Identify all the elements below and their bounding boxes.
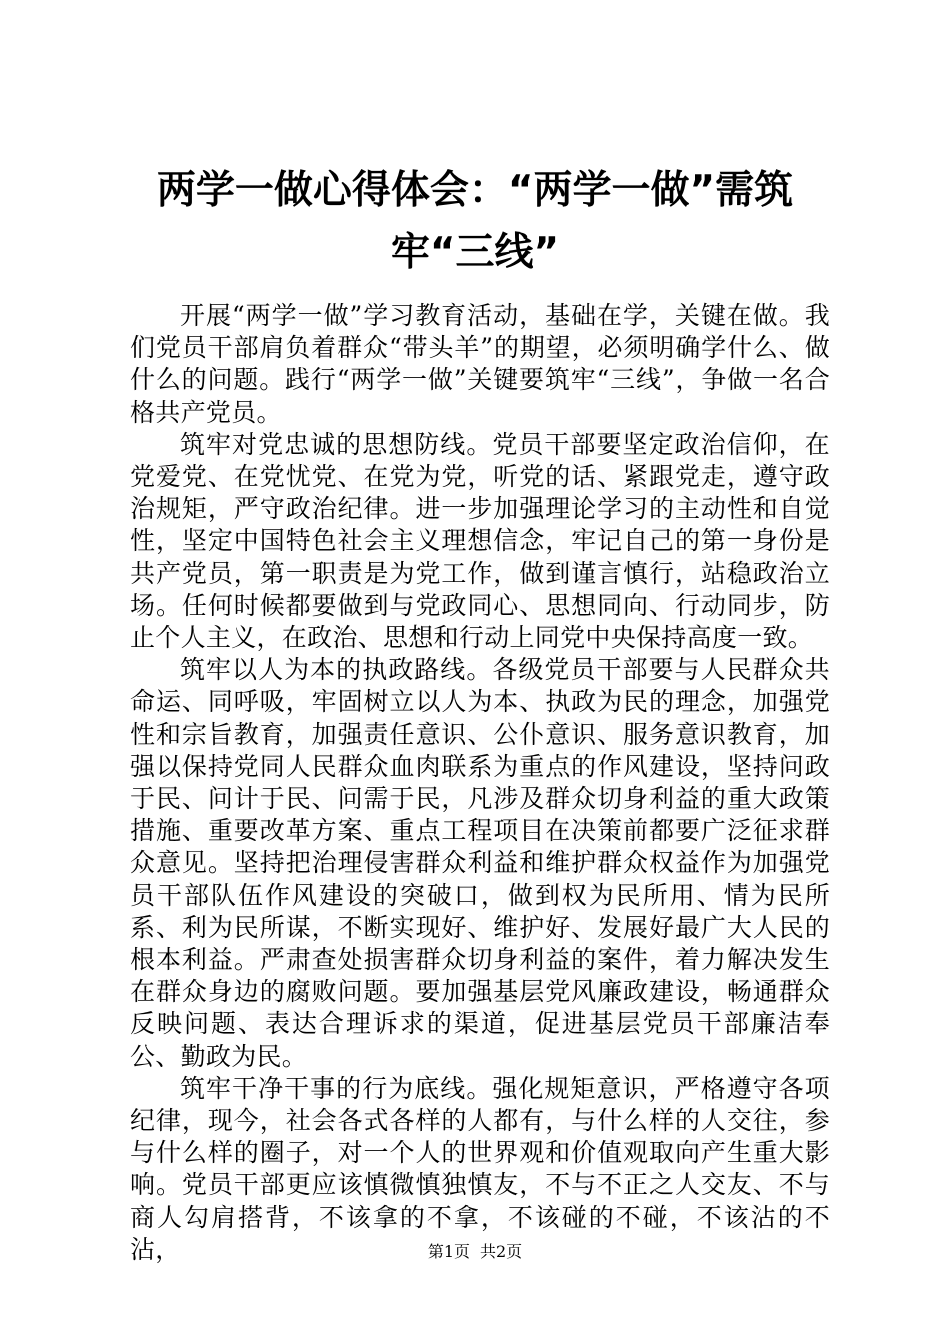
document-title: 两学一做心得体会：“两学一做”需筑牢“三线” xyxy=(156,168,794,275)
document-body xyxy=(130,300,830,1266)
page-number: 第1页 xyxy=(427,1242,470,1261)
paragraph: 筑牢对党忠诚的思想防线。党员干部要坚定政治信仰，在党爱党、在党忧党、在党为党，听党的话、紧跟党走，遵守政治规矩，严守政治纪律。进一步加强理论学习的主动性和自觉性，坚定中国特色社会主义理想信念，牢记自己的第一身份是共产党员，第一职责是为党工作，做到谨言慎行，站稳政治立场。任何时候都要做到与党政同心、思想同向、行动同步，防止个人主义，在政治、思想和行动上同党中央保持高度一致。 xyxy=(130,429,830,653)
paragraph: 筑牢以人为本的执政路线。各级党员干部要与人民群众共命运、同呼吸，牢固树立以人为本、执政为民的理念，加强党性和宗旨教育，加强责任意识、公仆意识、服务意识教育，加强以保持党同人民群众血肉联系为重点的作风建设，坚持问政于民、问计于民、问需于民，凡涉及群众切身利益的重大政策措施、重要改革方案、重点工程项目在决策前都要广泛征求群众意见。坚持把治理侵害群众利益和维护群众权益作为加强党员干部队伍作风建设的突破口，做到权为民所用、情为民所系、利为民所谋，不断实现好、维护好、发展好最广大人民的根本利益。严肃查处损害群众切身利益的案件，着力解决发生在群众身边的腐败问题。要加强基层党风廉政建设，畅通群众反映问题、表达合理诉求的渠道，促进基层党员干部廉洁奉公、勤政为民。 xyxy=(130,655,830,1071)
page-footer xyxy=(0,1242,950,1262)
paragraph: 筑牢干净干事的行为底线。强化规矩意识，严格遵守各项纪律，现今，社会各式各样的人都有，与什么样的人交往，参与什么样的圈子，对一个人的世界观和价值观取向产生重大影响。党员干部更应该慎微慎独慎友，不与不正之人交友、不与商人勾肩搭背，不该拿的不拿，不该碰的不碰，不该沾的不沾， xyxy=(130,1073,830,1264)
paragraph: 开展“两学一做”学习教育活动，基础在学，关键在做。我们党员干部肩负着群众“带头羊”的期望，必须明确学什么、做什么的问题。践行“两学一做”关键要筑牢“三线”，争做一名合格共产党员。 xyxy=(130,301,830,427)
page-total: 共2页 xyxy=(480,1242,523,1261)
